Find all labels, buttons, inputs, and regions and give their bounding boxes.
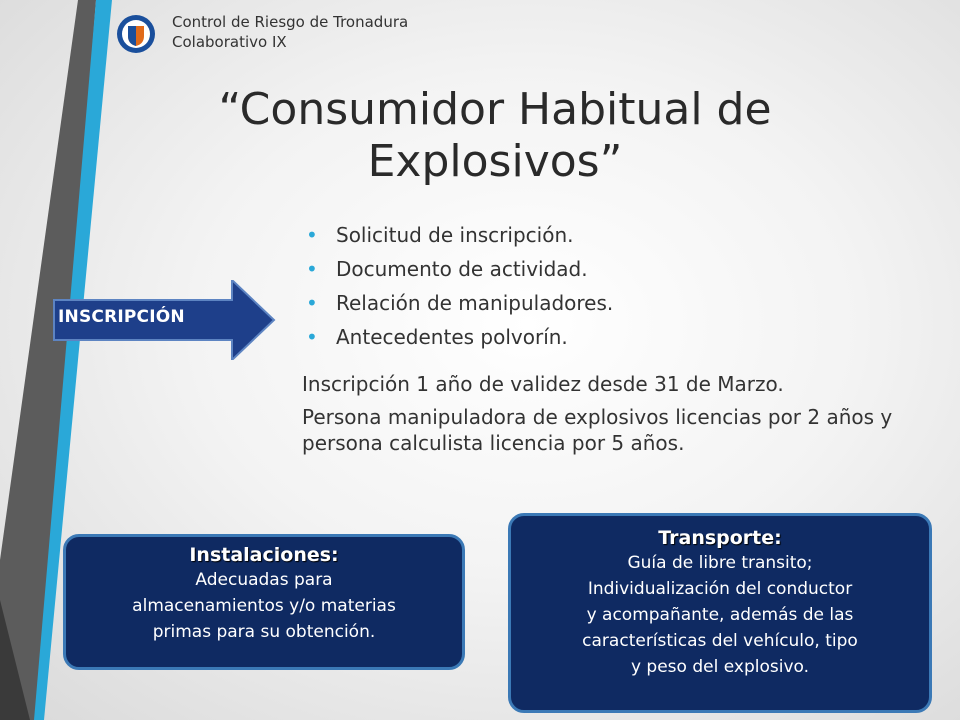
bullet-text: Relación de manipuladores. [336, 291, 614, 315]
bullet-list [302, 220, 952, 356]
license-paragraph: Persona manipuladora de explosivos licencias por 2 años y persona calculista licencia por 5 años. [302, 405, 893, 455]
bullet-text: Solicitud de inscripción. [336, 223, 574, 247]
header-line-1: Control de Riesgo de Tronadura [172, 13, 409, 31]
transporte-box [508, 513, 932, 713]
transporte-title: Transporte: [658, 527, 782, 549]
instalaciones-line: Adecuadas para [195, 570, 333, 590]
bullet-dot-icon: • [306, 257, 318, 281]
bullet-dot-icon: • [306, 325, 318, 349]
instalaciones-line: primas para su obtención. [152, 622, 376, 642]
title-line-2: Explosivos” [367, 136, 623, 187]
instalaciones-title: Instalaciones: [189, 544, 339, 566]
validity-paragraph: Inscripción 1 año de validez desde 31 de Marzo. [302, 372, 784, 396]
bullet-text: Antecedentes polvorín. [336, 325, 568, 349]
transporte-line: Guía de libre transito; [627, 553, 813, 573]
university-logo [116, 14, 156, 54]
bullet-item [302, 322, 952, 356]
bullet-item [302, 254, 952, 288]
transporte-line: y peso del explosivo. [630, 657, 810, 677]
slide-title [150, 84, 840, 188]
instalaciones-line: almacenamientos y/o materias [132, 596, 396, 616]
title-line-1: “Consumidor Habitual de [218, 84, 772, 135]
header-line-2: Colaborativo IX [172, 33, 287, 51]
instalaciones-box [63, 534, 465, 670]
transporte-line: y acompañante, además de las [586, 605, 854, 625]
header-text [172, 12, 408, 52]
bullet-dot-icon: • [306, 223, 318, 247]
transporte-line: Individualización del conductor [587, 579, 853, 599]
inscripcion-label: INSCRIPCIÓN [58, 307, 185, 327]
transporte-line: características del vehículo, tipo [582, 631, 858, 651]
bullet-item [302, 220, 952, 254]
bullet-dot-icon: • [306, 291, 318, 315]
bullet-text: Documento de actividad. [336, 257, 588, 281]
bullet-item [302, 288, 952, 322]
